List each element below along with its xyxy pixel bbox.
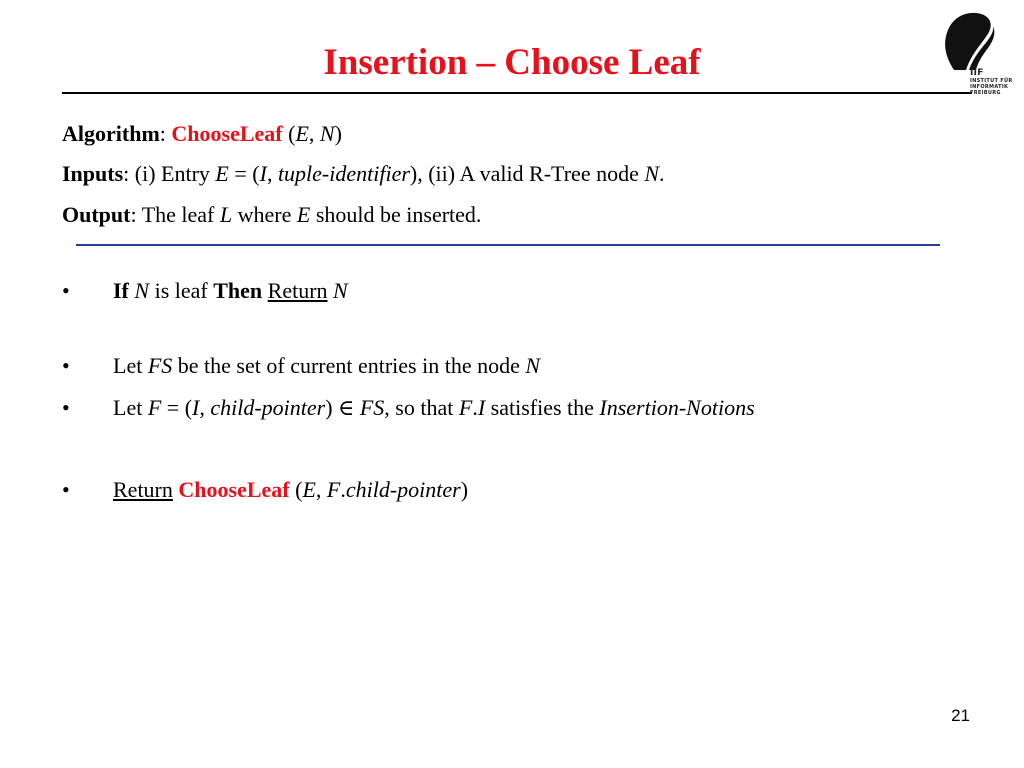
text-run: should be inserted. [310,202,482,227]
algorithm-label: Algorithm [62,121,160,146]
text-run: tuple-identifier [277,161,410,186]
text-run: E [295,121,309,146]
title-divider [62,92,972,94]
text-run: . [340,477,346,502]
definition-divider [76,244,940,246]
text-run: N [134,278,150,303]
slide-title: Insertion – Choose Leaf [323,42,701,83]
text-run: N [525,353,541,378]
output-label: Output [62,202,131,227]
algorithm-colon: : [159,121,172,146]
output-line [62,201,481,229]
text-run: Insertion-Notions [599,395,755,420]
text-run: L [219,202,233,227]
text-run: E [296,202,311,227]
text-run: ChooseLeaf [178,477,290,502]
bullet-item-if-leaf [113,277,348,305]
logo-text [970,68,1012,96]
algorithm-name: ChooseLeaf [171,121,283,146]
text-run: satisfies the [485,395,600,420]
text-run: , [266,161,278,186]
text-run: I, child-pointer [192,395,326,420]
text-run: If [113,278,129,303]
inputs-label: Inputs [62,161,124,186]
bullet-symbol: • [62,278,70,303]
text-run: = ( [161,395,193,420]
inputs-line [62,160,665,188]
algorithm-line [62,120,342,148]
text-run: ( [288,121,296,146]
text-run: N [644,161,660,186]
text-run: , [308,121,320,146]
text-run: F [147,395,162,420]
text-run: Return [113,477,173,502]
bullet-item-let-f [113,394,755,422]
text-run: . [472,395,478,420]
iif-logo [936,10,1013,96]
text-run: Return [267,278,328,303]
text-run: . [659,161,665,186]
logo-text-line: INFORMATIK [970,84,1009,90]
text-run: Then [213,278,263,303]
bullet-item-return [113,476,468,504]
text-run: , so that [384,395,459,420]
text-run: I [477,395,486,420]
text-run: ) [460,477,469,502]
text-run: : The leaf [130,202,220,227]
text-run: N [319,121,335,146]
text-run: FS [359,395,385,420]
text-run: FS [147,353,173,378]
text-run: ), (ii) A valid R-Tree node [409,161,645,186]
logo-mark-icon [936,10,1000,70]
text-run: ( [295,477,303,502]
text-run: Let [113,395,148,420]
bullet-item-let-fs [113,352,540,380]
text-run: child-pointer [345,477,461,502]
text-run: , [315,477,327,502]
text-run: be the set of current entries in the node [172,353,526,378]
text-run: : (i) Entry [123,161,216,186]
text-run: = ( [228,161,260,186]
text-run: is leaf [149,278,214,303]
text-run: Let [113,353,148,378]
text-run: F [326,477,341,502]
text-run: N [333,278,348,303]
text-run: F [458,395,473,420]
bullet-symbol: • [62,395,70,420]
logo-text-line: INSTITUT FÜR [970,78,1013,84]
text-run: E [215,161,229,186]
text-run: where [232,202,297,227]
logo-text-line: FREIBURG [970,90,1001,96]
text-run: ) [325,395,339,420]
page-number: 21 [951,706,970,725]
text-run: E [302,477,316,502]
text-run: ) [334,121,342,146]
bullet-symbol: • [62,353,70,378]
text-run: I [259,161,267,186]
logo-text-line: IIF [970,68,984,78]
element-of-symbol: ∈ [338,395,355,420]
bullet-symbol: • [62,477,70,502]
